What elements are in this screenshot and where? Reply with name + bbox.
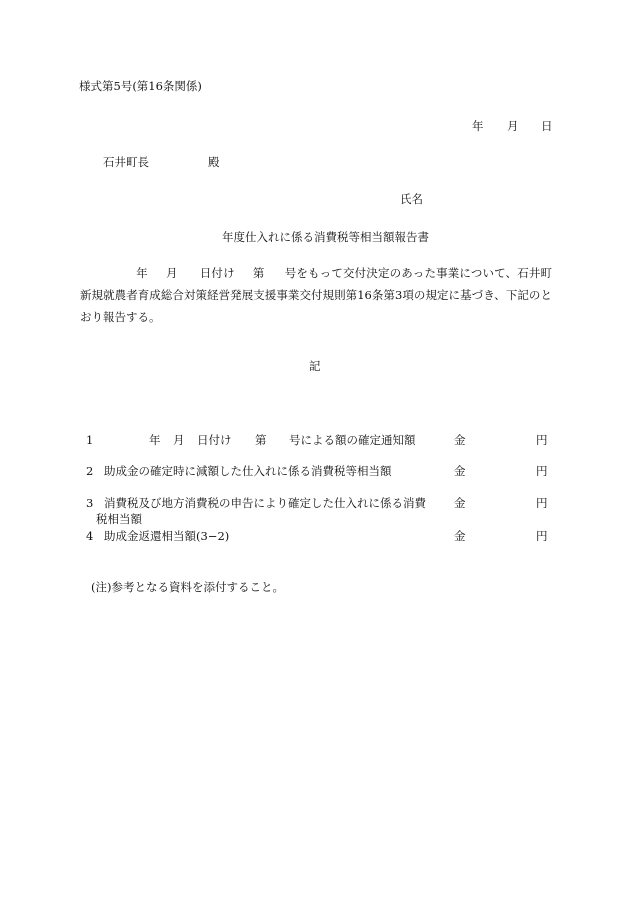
body-month-label: 月 <box>165 266 178 280</box>
body-year-label: 年 <box>136 266 148 280</box>
item-unit: 円 <box>536 433 548 447</box>
body-text: 号をもって交付決定のあった事業について、石井町新規就農者育成総合対策経営発展支援事業交付規則第16条第3項の規定に基づき、下記のとおり報告する。 <box>80 266 553 324</box>
item-label: 助成金返還相当額(3−2) <box>104 529 230 543</box>
item-currency: 金 <box>454 433 466 447</box>
item-unit: 円 <box>536 464 548 478</box>
item-number: 1 <box>86 433 94 447</box>
date-month-label: 月 <box>507 119 519 133</box>
item-label: 号による額の確定通知額 <box>289 433 416 447</box>
body-paragraph <box>80 262 552 328</box>
form-label: 様式第5号(第16条関係) <box>79 79 202 93</box>
date-year-label: 年 <box>472 119 484 133</box>
item-label-line1: 消費税及び地方消費税の申告により確定した仕入れに係る消費 <box>104 496 426 510</box>
item-month-label: 月 <box>173 433 185 447</box>
item-number: 2 <box>86 464 94 478</box>
item-unit: 円 <box>536 496 548 510</box>
item-currency: 金 <box>454 529 466 543</box>
ki-heading: 記 <box>309 359 321 373</box>
item-number-prefix: 第 <box>255 433 267 447</box>
item-unit: 円 <box>536 529 548 543</box>
item-number: 4 <box>86 529 94 543</box>
addressee-honorific: 殿 <box>208 155 220 169</box>
signer-name-label: 氏名 <box>400 192 423 206</box>
item-label: 助成金の確定時に減額した仕入れに係る消費税等相当額 <box>104 464 392 478</box>
item-currency: 金 <box>454 496 466 510</box>
addressee-name: 石井町長 <box>103 155 149 169</box>
body-dated-label: 日付け <box>199 266 235 280</box>
body-number-prefix: 第 <box>252 266 265 280</box>
item-currency: 金 <box>454 464 466 478</box>
item-label-line2: 税相当額 <box>96 512 142 526</box>
date-day-label: 日 <box>541 119 553 133</box>
item-year-label: 年 <box>149 433 161 447</box>
item-number: 3 <box>86 496 94 510</box>
item-dated-label: 日付け <box>197 433 232 447</box>
document-title: 年度仕入れに係る消費税等相当額報告書 <box>222 230 429 244</box>
attachment-note: (注)参考となる資料を添付すること。 <box>91 580 284 594</box>
